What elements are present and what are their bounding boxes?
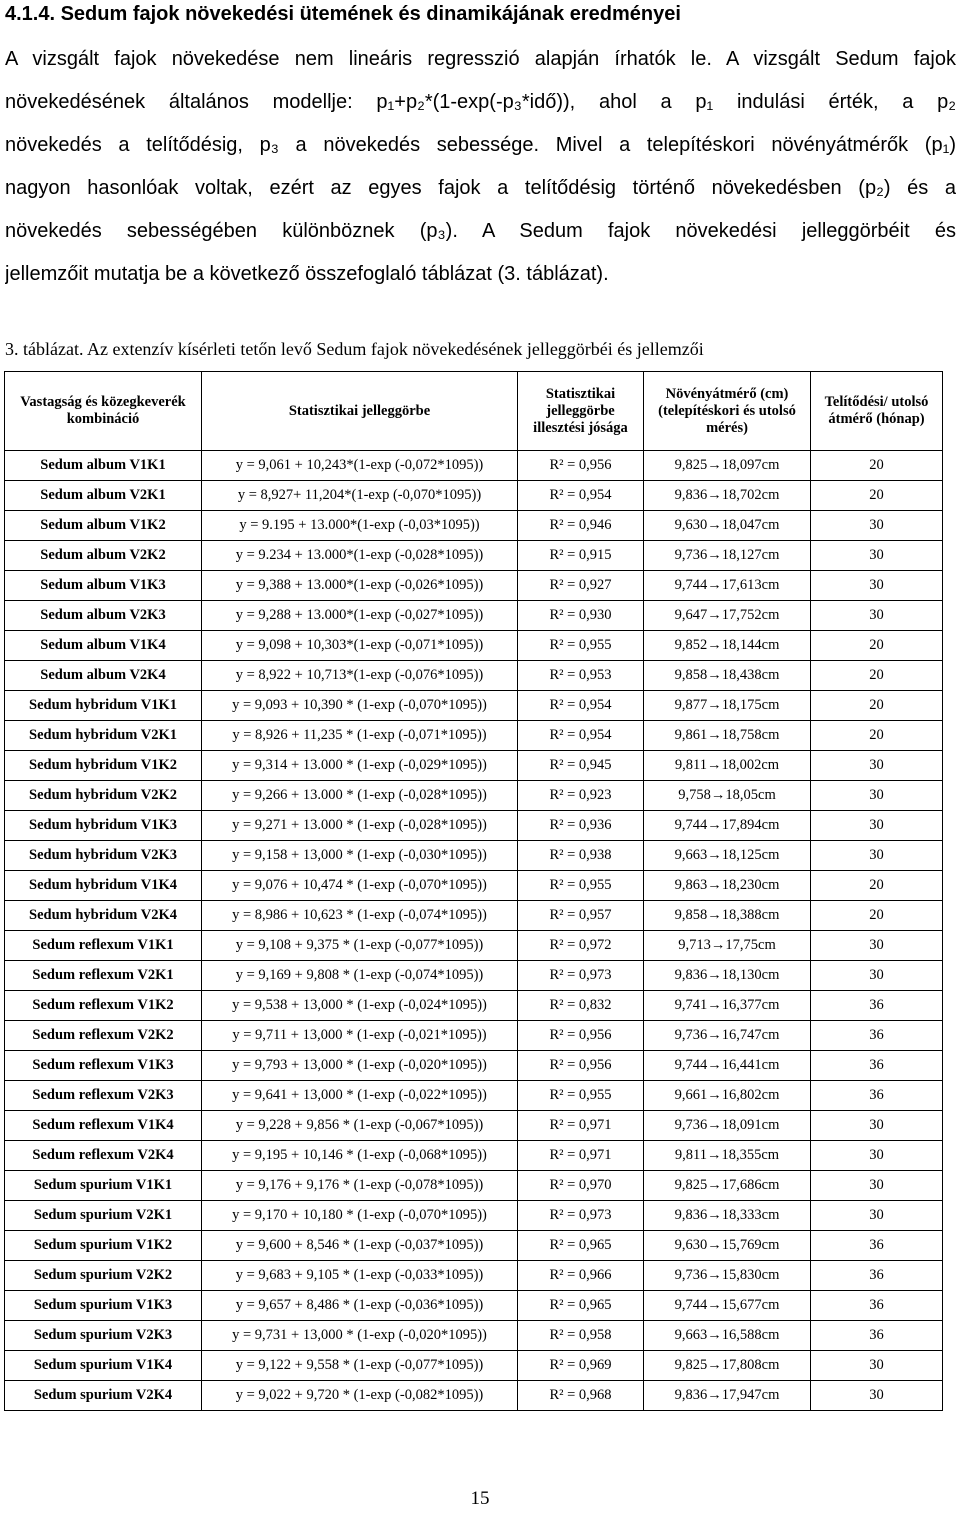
cell-diameter: 9,861→18,758cm bbox=[644, 721, 811, 751]
cell-months: 36 bbox=[811, 1321, 943, 1351]
cell-combination: Sedum hybridum V2K3 bbox=[5, 841, 202, 871]
cell-fit: R² = 0,927 bbox=[518, 571, 644, 601]
cell-months: 30 bbox=[811, 841, 943, 871]
cell-diameter: 9,630→18,047cm bbox=[644, 511, 811, 541]
cell-months: 36 bbox=[811, 1081, 943, 1111]
cell-combination: Sedum hybridum V2K4 bbox=[5, 901, 202, 931]
cell-fit: R² = 0,923 bbox=[518, 781, 644, 811]
cell-diameter: 9,836→17,947cm bbox=[644, 1381, 811, 1411]
paragraph-line: nagyon hasonlóak voltak, ezért az egyes fajok a telítődésig történő növekedésben (p₂) és a bbox=[5, 177, 956, 199]
cell-combination: Sedum album V2K4 bbox=[5, 661, 202, 691]
cell-combination: Sedum reflexum V1K3 bbox=[5, 1051, 202, 1081]
cell-diameter: 9,744→17,894cm bbox=[644, 811, 811, 841]
cell-combination: Sedum reflexum V2K1 bbox=[5, 961, 202, 991]
cell-diameter: 9,744→17,613cm bbox=[644, 571, 811, 601]
cell-fit: R² = 0,938 bbox=[518, 841, 644, 871]
table-body bbox=[5, 451, 943, 1411]
cell-months: 30 bbox=[811, 931, 943, 961]
table-row bbox=[5, 1231, 943, 1261]
cell-diameter: 9,663→16,588cm bbox=[644, 1321, 811, 1351]
cell-diameter: 9,836→18,333cm bbox=[644, 1201, 811, 1231]
cell-fit: R² = 0,968 bbox=[518, 1381, 644, 1411]
cell-diameter: 9,661→16,802cm bbox=[644, 1081, 811, 1111]
cell-fit: R² = 0,956 bbox=[518, 1021, 644, 1051]
cell-combination: Sedum album V2K3 bbox=[5, 601, 202, 631]
cell-fit: R² = 0,970 bbox=[518, 1171, 644, 1201]
table-row bbox=[5, 541, 943, 571]
cell-diameter: 9,736→18,127cm bbox=[644, 541, 811, 571]
cell-equation: y = 9,122 + 9,558 * (1-exp (-0,077*1095)) bbox=[202, 1351, 518, 1381]
cell-fit: R² = 0,955 bbox=[518, 1081, 644, 1111]
table-header-row bbox=[5, 372, 943, 451]
table-row bbox=[5, 451, 943, 481]
cell-diameter: 9,744→16,441cm bbox=[644, 1051, 811, 1081]
cell-diameter: 9,825→18,097cm bbox=[644, 451, 811, 481]
cell-months: 36 bbox=[811, 1051, 943, 1081]
cell-equation: y = 9,731 + 13,000 * (1-exp (-0,020*1095)) bbox=[202, 1321, 518, 1351]
cell-combination: Sedum spurium V1K1 bbox=[5, 1171, 202, 1201]
cell-equation: y = 9,641 + 13,000 * (1-exp (-0,022*1095)) bbox=[202, 1081, 518, 1111]
cell-months: 30 bbox=[811, 511, 943, 541]
cell-diameter: 9,811→18,002cm bbox=[644, 751, 811, 781]
cell-months: 30 bbox=[811, 1141, 943, 1171]
cell-fit: R² = 0,930 bbox=[518, 601, 644, 631]
table-row bbox=[5, 1171, 943, 1201]
cell-combination: Sedum spurium V2K4 bbox=[5, 1381, 202, 1411]
cell-combination: Sedum spurium V1K3 bbox=[5, 1291, 202, 1321]
paragraph-line: növekedés sebességében különböznek (p₃). A Sedum fajok növekedési jelleggörbéit és bbox=[5, 220, 956, 242]
cell-combination: Sedum reflexum V2K3 bbox=[5, 1081, 202, 1111]
cell-months: 36 bbox=[811, 1261, 943, 1291]
paragraph-line: jellemzőit mutatja be a következő összefoglaló táblázat (3. táblázat). bbox=[5, 263, 609, 285]
cell-equation: y = 9,076 + 10,474 * (1-exp (-0,070*1095)) bbox=[202, 871, 518, 901]
cell-equation: y = 8,986 + 10,623 * (1-exp (-0,074*1095)) bbox=[202, 901, 518, 931]
cell-equation: y = 9,098 + 10,303*(1-exp (-0,071*1095)) bbox=[202, 631, 518, 661]
cell-equation: y = 9,288 + 13.000*(1-exp (-0,027*1095)) bbox=[202, 601, 518, 631]
cell-combination: Sedum album V2K2 bbox=[5, 541, 202, 571]
table-row bbox=[5, 721, 943, 751]
table-row bbox=[5, 751, 943, 781]
cell-equation: y = 9,711 + 13,000 * (1-exp (-0,021*1095)) bbox=[202, 1021, 518, 1051]
cell-fit: R² = 0,956 bbox=[518, 451, 644, 481]
table-row bbox=[5, 1201, 943, 1231]
paragraph-line: A vizsgált fajok növekedése nem lineáris regresszió alapján írhatók le. A vizsgált Sedum fajok bbox=[5, 48, 956, 70]
cell-equation: y = 9,793 + 13,000 * (1-exp (-0,020*1095)) bbox=[202, 1051, 518, 1081]
cell-fit: R² = 0,965 bbox=[518, 1231, 644, 1261]
cell-diameter: 9,744→15,677cm bbox=[644, 1291, 811, 1321]
cell-diameter: 9,741→16,377cm bbox=[644, 991, 811, 1021]
cell-diameter: 9,858→18,438cm bbox=[644, 661, 811, 691]
cell-equation: y = 9,022 + 9,720 * (1-exp (-0,082*1095)) bbox=[202, 1381, 518, 1411]
table-row bbox=[5, 1381, 943, 1411]
cell-months: 36 bbox=[811, 991, 943, 1021]
table-row bbox=[5, 871, 943, 901]
cell-diameter: 9,863→18,230cm bbox=[644, 871, 811, 901]
cell-months: 30 bbox=[811, 1111, 943, 1141]
table-row bbox=[5, 511, 943, 541]
cell-equation: y = 9,683 + 9,105 * (1-exp (-0,033*1095)) bbox=[202, 1261, 518, 1291]
cell-fit: R² = 0,953 bbox=[518, 661, 644, 691]
cell-months: 20 bbox=[811, 451, 943, 481]
cell-equation: y = 9,195 + 10,146 * (1-exp (-0,068*1095)) bbox=[202, 1141, 518, 1171]
cell-fit: R² = 0,973 bbox=[518, 1201, 644, 1231]
cell-equation: y = 9,657 + 8,486 * (1-exp (-0,036*1095)) bbox=[202, 1291, 518, 1321]
cell-fit: R² = 0,946 bbox=[518, 511, 644, 541]
table-row bbox=[5, 601, 943, 631]
cell-diameter: 9,836→18,702cm bbox=[644, 481, 811, 511]
cell-months: 30 bbox=[811, 811, 943, 841]
cell-months: 30 bbox=[811, 751, 943, 781]
column-header: Telítődési/ utolsó átmérő (hónap) bbox=[811, 372, 943, 451]
cell-equation: y = 9,314 + 13.000 * (1-exp (-0,029*1095)) bbox=[202, 751, 518, 781]
paragraph-line: növekedés a telítődésig, p₃ a növekedés sebessége. Mivel a telepítéskori növényátmérők (p₁) bbox=[5, 134, 956, 156]
cell-months: 30 bbox=[811, 571, 943, 601]
cell-combination: Sedum reflexum V1K2 bbox=[5, 991, 202, 1021]
table-caption: 3. táblázat. Az extenzív kísérleti tetőn levő Sedum fajok növekedésének jelleggörbéi és jellemzői bbox=[5, 339, 704, 359]
section-heading: 4.1.4. Sedum fajok növekedési ütemének és dinamikájának eredményei bbox=[5, 3, 681, 25]
cell-equation: y = 8,922 + 10,713*(1-exp (-0,076*1095)) bbox=[202, 661, 518, 691]
cell-equation: y = 9,158 + 13,000 * (1-exp (-0,030*1095)) bbox=[202, 841, 518, 871]
table-row bbox=[5, 1351, 943, 1381]
cell-equation: y = 9,600 + 8,546 * (1-exp (-0,037*1095)) bbox=[202, 1231, 518, 1261]
cell-combination: Sedum hybridum V1K1 bbox=[5, 691, 202, 721]
cell-fit: R² = 0,955 bbox=[518, 871, 644, 901]
cell-equation: y = 9,176 + 9,176 * (1-exp (-0,078*1095)) bbox=[202, 1171, 518, 1201]
cell-fit: R² = 0,954 bbox=[518, 691, 644, 721]
cell-fit: R² = 0,971 bbox=[518, 1111, 644, 1141]
cell-fit: R² = 0,957 bbox=[518, 901, 644, 931]
cell-diameter: 9,758→18,05cm bbox=[644, 781, 811, 811]
cell-equation: y = 9,228 + 9,856 * (1-exp (-0,067*1095)) bbox=[202, 1111, 518, 1141]
column-header: Statisztikai jelleggörbe bbox=[202, 372, 518, 451]
cell-fit: R² = 0,958 bbox=[518, 1321, 644, 1351]
cell-equation: y = 9,093 + 10,390 * (1-exp (-0,070*1095)) bbox=[202, 691, 518, 721]
table-row bbox=[5, 1321, 943, 1351]
table-row bbox=[5, 931, 943, 961]
cell-fit: R² = 0,945 bbox=[518, 751, 644, 781]
cell-fit: R² = 0,973 bbox=[518, 961, 644, 991]
column-header: Vastagság és közegkeverék kombináció bbox=[5, 372, 202, 451]
cell-fit: R² = 0,955 bbox=[518, 631, 644, 661]
table-row bbox=[5, 1291, 943, 1321]
cell-months: 20 bbox=[811, 691, 943, 721]
cell-combination: Sedum reflexum V1K4 bbox=[5, 1111, 202, 1141]
cell-combination: Sedum album V1K1 bbox=[5, 451, 202, 481]
cell-diameter: 9,736→16,747cm bbox=[644, 1021, 811, 1051]
cell-diameter: 9,858→18,388cm bbox=[644, 901, 811, 931]
cell-months: 20 bbox=[811, 871, 943, 901]
cell-combination: Sedum reflexum V2K2 bbox=[5, 1021, 202, 1051]
table-row bbox=[5, 781, 943, 811]
table-row bbox=[5, 1111, 943, 1141]
table-row bbox=[5, 661, 943, 691]
cell-diameter: 9,836→18,130cm bbox=[644, 961, 811, 991]
cell-equation: y = 9.234 + 13.000*(1-exp (-0,028*1095)) bbox=[202, 541, 518, 571]
growth-table bbox=[4, 371, 943, 1411]
table-row bbox=[5, 811, 943, 841]
cell-months: 30 bbox=[811, 601, 943, 631]
cell-months: 36 bbox=[811, 1021, 943, 1051]
cell-combination: Sedum hybridum V1K4 bbox=[5, 871, 202, 901]
table-row bbox=[5, 961, 943, 991]
table-row bbox=[5, 1021, 943, 1051]
cell-combination: Sedum spurium V1K2 bbox=[5, 1231, 202, 1261]
cell-equation: y = 9,108 + 9,375 * (1-exp (-0,077*1095)) bbox=[202, 931, 518, 961]
cell-fit: R² = 0,956 bbox=[518, 1051, 644, 1081]
cell-fit: R² = 0,954 bbox=[518, 721, 644, 751]
cell-combination: Sedum spurium V2K1 bbox=[5, 1201, 202, 1231]
cell-diameter: 9,825→17,686cm bbox=[644, 1171, 811, 1201]
table-row bbox=[5, 1051, 943, 1081]
table-row bbox=[5, 481, 943, 511]
cell-equation: y = 9,271 + 13.000 * (1-exp (-0,028*1095)) bbox=[202, 811, 518, 841]
cell-months: 30 bbox=[811, 781, 943, 811]
cell-equation: y = 9.195 + 13.000*(1-exp (-0,03*1095)) bbox=[202, 511, 518, 541]
column-header: Növényátmérő (cm) (telepítéskori és utolsó mérés) bbox=[644, 372, 811, 451]
cell-months: 30 bbox=[811, 961, 943, 991]
cell-equation: y = 9,538 + 13,000 * (1-exp (-0,024*1095)) bbox=[202, 991, 518, 1021]
table-row bbox=[5, 901, 943, 931]
cell-fit: R² = 0,965 bbox=[518, 1291, 644, 1321]
cell-fit: R² = 0,915 bbox=[518, 541, 644, 571]
cell-diameter: 9,736→15,830cm bbox=[644, 1261, 811, 1291]
cell-diameter: 9,713→17,75cm bbox=[644, 931, 811, 961]
cell-equation: y = 8,927+ 11,204*(1-exp (-0,070*1095)) bbox=[202, 481, 518, 511]
cell-equation: y = 9,061 + 10,243*(1-exp (-0,072*1095)) bbox=[202, 451, 518, 481]
cell-fit: R² = 0,969 bbox=[518, 1351, 644, 1381]
column-header: Statisztikai jelleggörbe illesztési jósága bbox=[518, 372, 644, 451]
cell-months: 30 bbox=[811, 541, 943, 571]
cell-diameter: 9,736→18,091cm bbox=[644, 1111, 811, 1141]
cell-months: 20 bbox=[811, 721, 943, 751]
cell-equation: y = 9,169 + 9,808 * (1-exp (-0,074*1095)) bbox=[202, 961, 518, 991]
cell-combination: Sedum album V1K4 bbox=[5, 631, 202, 661]
cell-equation: y = 8,926 + 11,235 * (1-exp (-0,071*1095)) bbox=[202, 721, 518, 751]
table-row bbox=[5, 841, 943, 871]
table-row bbox=[5, 571, 943, 601]
cell-diameter: 9,647→17,752cm bbox=[644, 601, 811, 631]
cell-fit: R² = 0,954 bbox=[518, 481, 644, 511]
table-row bbox=[5, 631, 943, 661]
cell-combination: Sedum hybridum V2K2 bbox=[5, 781, 202, 811]
cell-combination: Sedum reflexum V1K1 bbox=[5, 931, 202, 961]
cell-diameter: 9,630→15,769cm bbox=[644, 1231, 811, 1261]
cell-fit: R² = 0,972 bbox=[518, 931, 644, 961]
cell-fit: R² = 0,936 bbox=[518, 811, 644, 841]
cell-months: 36 bbox=[811, 1291, 943, 1321]
cell-fit: R² = 0,971 bbox=[518, 1141, 644, 1171]
cell-combination: Sedum album V1K3 bbox=[5, 571, 202, 601]
cell-fit: R² = 0,966 bbox=[518, 1261, 644, 1291]
table-row bbox=[5, 1081, 943, 1111]
cell-diameter: 9,811→18,355cm bbox=[644, 1141, 811, 1171]
cell-diameter: 9,825→17,808cm bbox=[644, 1351, 811, 1381]
cell-months: 20 bbox=[811, 631, 943, 661]
table-row bbox=[5, 991, 943, 1021]
cell-months: 20 bbox=[811, 481, 943, 511]
cell-diameter: 9,852→18,144cm bbox=[644, 631, 811, 661]
cell-months: 30 bbox=[811, 1351, 943, 1381]
cell-combination: Sedum hybridum V2K1 bbox=[5, 721, 202, 751]
cell-combination: Sedum hybridum V1K3 bbox=[5, 811, 202, 841]
cell-fit: R² = 0,832 bbox=[518, 991, 644, 1021]
cell-equation: y = 9,266 + 13.000 * (1-exp (-0,028*1095)) bbox=[202, 781, 518, 811]
page-number: 15 bbox=[470, 1488, 490, 1509]
cell-combination: Sedum hybridum V1K2 bbox=[5, 751, 202, 781]
body-paragraph bbox=[5, 38, 956, 296]
table-row bbox=[5, 1141, 943, 1171]
cell-months: 30 bbox=[811, 1381, 943, 1411]
cell-combination: Sedum spurium V1K4 bbox=[5, 1351, 202, 1381]
cell-months: 30 bbox=[811, 1201, 943, 1231]
table-row bbox=[5, 1261, 943, 1291]
cell-combination: Sedum reflexum V2K4 bbox=[5, 1141, 202, 1171]
paragraph-line: növekedésének általános modellje: p₁+p₂*(1-exp(-p₃*idő)), ahol a p₁ indulási érték, a p₂ bbox=[5, 91, 956, 113]
cell-months: 30 bbox=[811, 1171, 943, 1201]
cell-months: 36 bbox=[811, 1231, 943, 1261]
cell-months: 20 bbox=[811, 901, 943, 931]
cell-equation: y = 9,170 + 10,180 * (1-exp (-0,070*1095)) bbox=[202, 1201, 518, 1231]
cell-combination: Sedum spurium V2K2 bbox=[5, 1261, 202, 1291]
cell-combination: Sedum album V2K1 bbox=[5, 481, 202, 511]
cell-equation: y = 9,388 + 13.000*(1-exp (-0,026*1095)) bbox=[202, 571, 518, 601]
cell-months: 20 bbox=[811, 661, 943, 691]
cell-combination: Sedum spurium V2K3 bbox=[5, 1321, 202, 1351]
cell-diameter: 9,663→18,125cm bbox=[644, 841, 811, 871]
table-row bbox=[5, 691, 943, 721]
cell-diameter: 9,877→18,175cm bbox=[644, 691, 811, 721]
cell-combination: Sedum album V1K2 bbox=[5, 511, 202, 541]
